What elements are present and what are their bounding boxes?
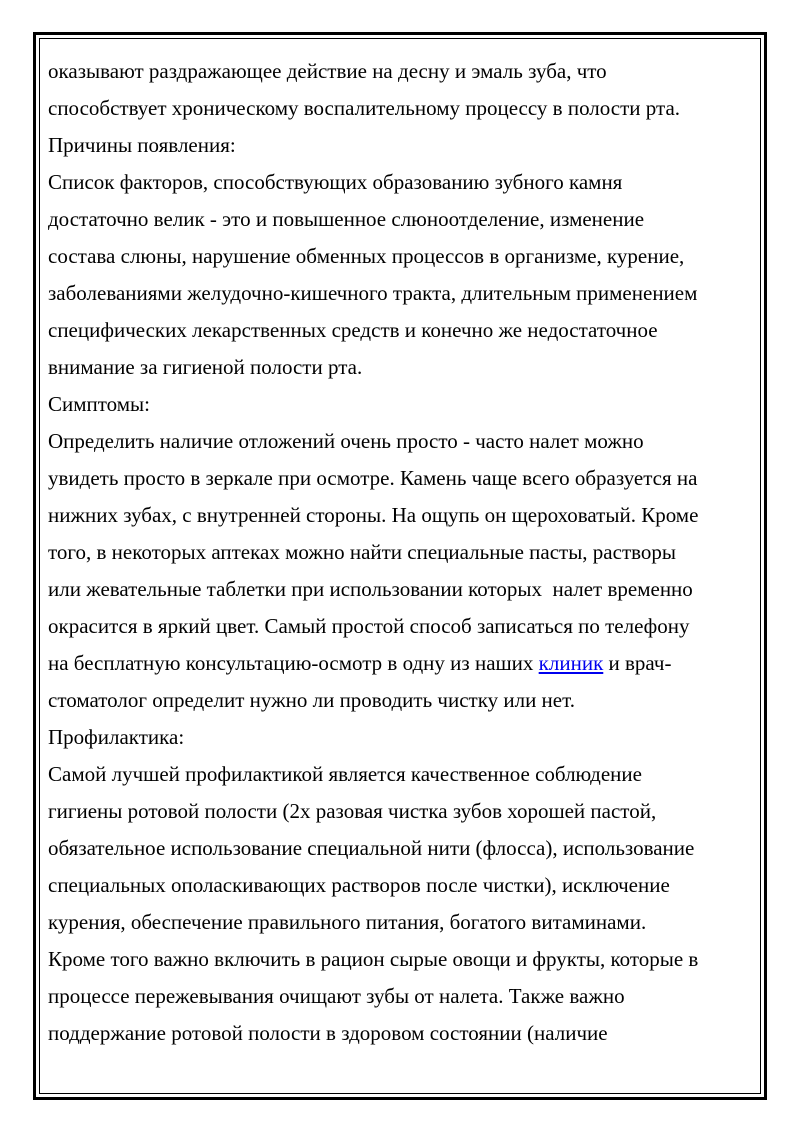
- section-heading-symptoms: Симптомы:: [48, 392, 151, 416]
- text-line: заболеваниями желудочно-кишечного тракта, длительным применением: [48, 281, 698, 305]
- text-line: обязательное использование специальной нити (флосса), использование: [48, 836, 695, 860]
- text-line: или жевательные таблетки при использовании которых налет временно: [48, 577, 693, 601]
- text-line: оказывают раздражающее действие на десну и эмаль зуба, что: [48, 59, 607, 83]
- text-line: увидеть просто в зеркале при осмотре. Камень чаще всего образуется на: [48, 466, 698, 490]
- text-line: Список факторов, способствующих образованию зубного камня: [48, 170, 623, 194]
- text-before-link: на бесплатную консультацию-осмотр в одну из наших: [48, 651, 539, 675]
- text-line-with-link: [48, 645, 738, 682]
- document-body: [48, 53, 738, 1052]
- text-line: внимание за гигиеной полости рта.: [48, 355, 363, 379]
- text-line: окрасится в яркий цвет. Самый простой способ записаться по телефону: [48, 614, 690, 638]
- text-line: гигиены ротовой полости (2х разовая чистка зубов хорошей пастой,: [48, 799, 657, 823]
- text-line: стоматолог определит нужно ли проводить чистку или нет.: [48, 688, 575, 712]
- text-line: того, в некоторых аптеках можно найти специальные пасты, растворы: [48, 540, 677, 564]
- text-line: Определить наличие отложений очень просто - часто налет можно: [48, 429, 644, 453]
- section-heading-causes: Причины появления:: [48, 133, 236, 157]
- text-line: достаточно велик - это и повышенное слюноотделение, изменение: [48, 207, 645, 231]
- text-line: состава слюны, нарушение обменных процессов в организме, курение,: [48, 244, 685, 268]
- text-line: Кроме того важно включить в рацион сырые овощи и фрукты, которые в: [48, 947, 699, 971]
- text-line: курения, обеспечение правильного питания, богатого витаминами.: [48, 910, 647, 934]
- text-line: способствует хроническому воспалительному процессу в полости рта.: [48, 96, 681, 120]
- clinics-link[interactable]: клиник: [538, 651, 604, 675]
- text-line: поддержание ротовой полости в здоровом состоянии (наличие: [48, 1021, 608, 1045]
- text-after-link: и врач-: [603, 651, 672, 675]
- text-line: специфических лекарственных средств и конечно же недостаточное: [48, 318, 658, 342]
- text-line: процессе пережевывания очищают зубы от налета. Также важно: [48, 984, 625, 1008]
- text-line: специальных ополаскивающих растворов после чистки), исключение: [48, 873, 670, 897]
- text-line: нижних зубах, с внутренней стороны. На ощупь он щероховатый. Кроме: [48, 503, 699, 527]
- section-heading-prevention: Профилактика:: [48, 725, 185, 749]
- text-line: Самой лучшей профилактикой является качественное соблюдение: [48, 762, 642, 786]
